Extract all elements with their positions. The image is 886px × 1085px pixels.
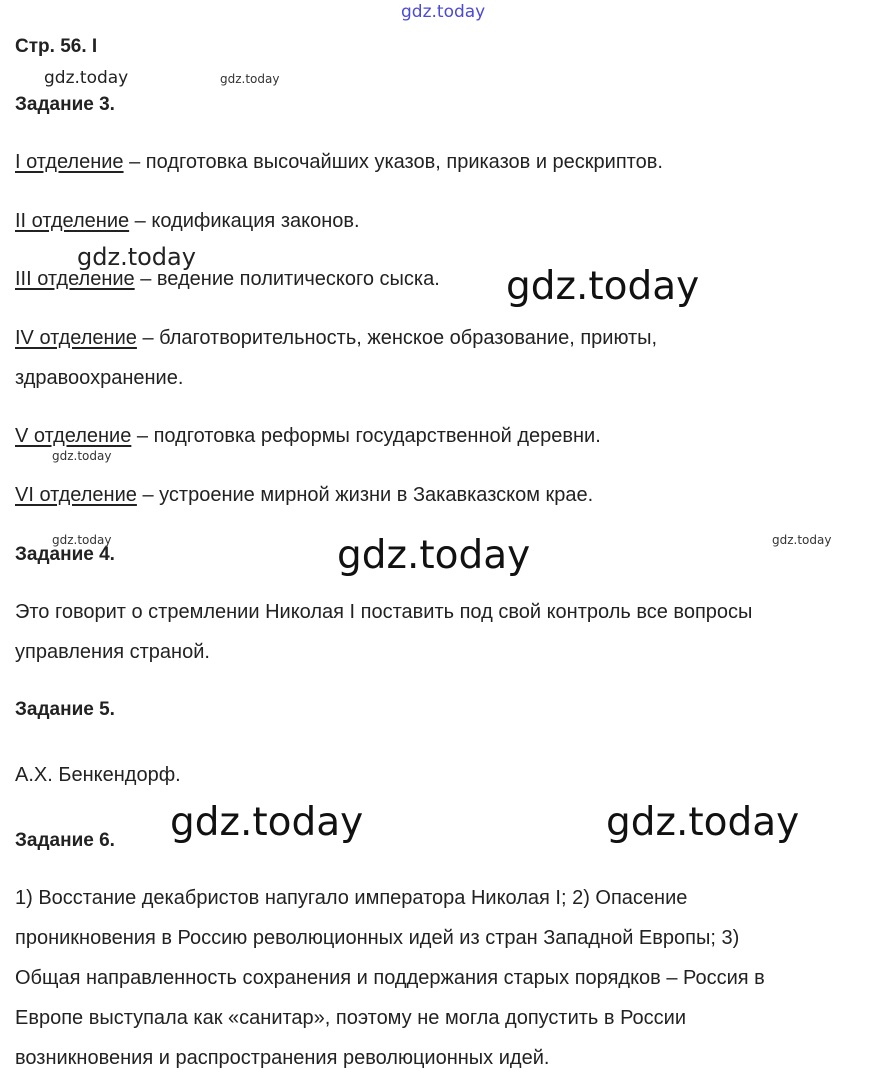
- task4-line: Это говорит о стремлении Николая I поставить под свой контроль все вопросы: [15, 601, 753, 623]
- department-text: – благотворительность, женское образование, приюты,: [136, 327, 658, 349]
- department-label: V отделение: [15, 425, 132, 447]
- department-text: – подготовка реформы государственной деревни.: [131, 425, 601, 447]
- department-label: VI отделение: [15, 484, 137, 506]
- task3-item: [15, 267, 440, 291]
- watermark: gdz.today: [44, 68, 129, 88]
- page-header: Стр. 56. I: [15, 36, 98, 57]
- department-text: – кодификация законов.: [129, 210, 360, 232]
- task6-line: возникновения и распространения революционных идей.: [15, 1047, 550, 1069]
- task6-line: Общая направленность сохранения и поддержания старых порядков – Россия в: [15, 967, 765, 989]
- task4-title: Задание 4.: [15, 544, 115, 565]
- task4-line: управления страной.: [15, 641, 210, 663]
- task3-item: [15, 326, 657, 350]
- task3-item: [15, 150, 663, 174]
- task3-item: [15, 209, 360, 233]
- watermark: gdz.today: [220, 72, 280, 86]
- watermark: gdz.today: [52, 533, 112, 547]
- watermark-top: gdz.today: [401, 2, 486, 22]
- task3-item-continuation: здравоохранение.: [15, 367, 184, 389]
- department-label: I отделение: [15, 151, 124, 173]
- department-text: – ведение политического сыска.: [134, 268, 440, 290]
- department-label: III отделение: [15, 268, 135, 290]
- watermark: gdz.today: [506, 264, 700, 309]
- task3-title: Задание 3.: [15, 94, 115, 115]
- department-label: IV отделение: [15, 327, 137, 349]
- task5-title: Задание 5.: [15, 699, 115, 720]
- task3-item: [15, 483, 593, 507]
- task3-item: [15, 424, 601, 448]
- department-text: – устроение мирной жизни в Закавказском крае.: [136, 484, 594, 506]
- watermark: gdz.today: [52, 449, 112, 463]
- watermark: gdz.today: [77, 243, 196, 271]
- task6-title: Задание 6.: [15, 830, 115, 851]
- task6-line: проникновения в Россию революционных идей из стран Западной Европы; 3): [15, 927, 740, 949]
- watermark: gdz.today: [337, 533, 531, 578]
- watermark: gdz.today: [606, 800, 800, 845]
- task6-line: 1) Восстание декабристов напугало императора Николая I; 2) Опасение: [15, 887, 688, 909]
- task5-text: А.Х. Бенкендорф.: [15, 764, 181, 786]
- watermark: gdz.today: [170, 800, 364, 845]
- department-text: – подготовка высочайших указов, приказов и рескриптов.: [123, 151, 663, 173]
- task6-line: Европе выступала как «санитар», поэтому не могла допустить в России: [15, 1007, 686, 1029]
- watermark: gdz.today: [772, 533, 832, 547]
- department-label: II отделение: [15, 210, 130, 232]
